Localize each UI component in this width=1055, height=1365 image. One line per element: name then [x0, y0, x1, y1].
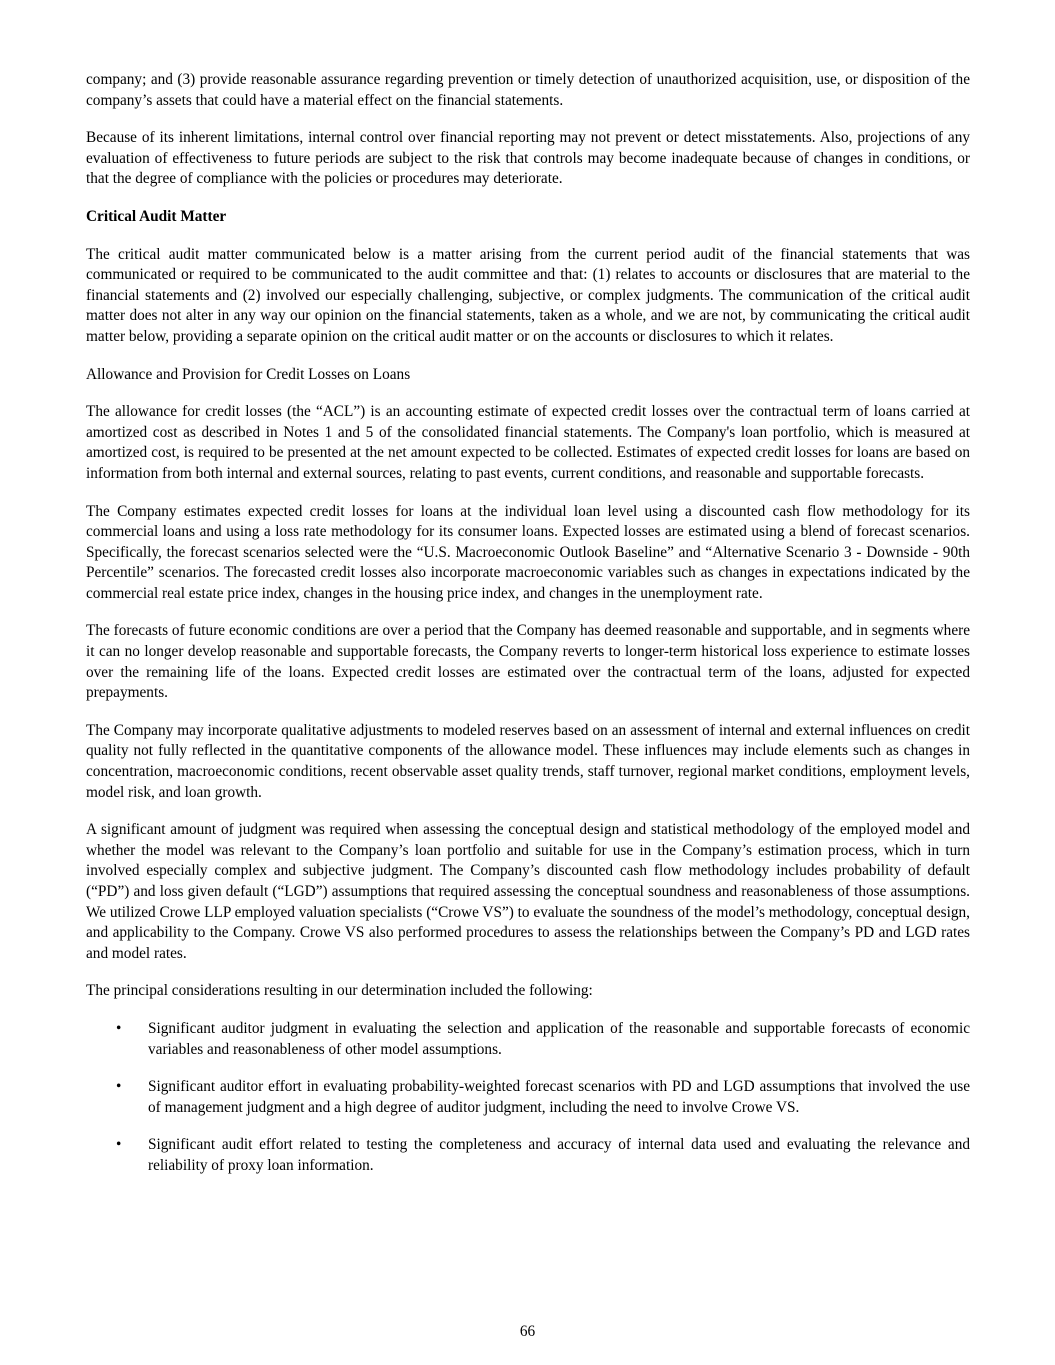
paragraph-significant-judgment: A significant amount of judgment was required when assessing the conceptual design and statistical methodology of the employed model and whether the model was relevant to the Company’s loan portfolio and suitable for use in the Company’s estimation process, which in turn involved especially complex and subjective judgment. The Company’s discounted cash flow methodology includes probability of default (“PD”) and loss given default (“LGD”) assumptions that required assessing the conceptual soundness and reasonableness of those assumptions. We utilized Crowe LLP employed valuation specialists (“Crowe VS”) to evaluate the soundness of the model’s methodology, conceptual design, and applicability to the Company. Crowe VS also performed procedures to assess the relationships between the Company’s PD and LGD rates and model rates.: [86, 821, 970, 962]
list-item: [86, 1135, 970, 1176]
bullet-icon: •: [116, 1136, 122, 1154]
paragraph-qualitative-adjustments: The Company may incorporate qualitative adjustments to modeled reserves based on an assessment of internal and external influences on credit quality not fully reflected in the quantitative components of the allowance model. These influences may include elements such as changes in concentration, macroeconomic conditions, recent observable asset quality trends, staff turnover, regional market conditions, employment levels, model risk, and loan growth.: [86, 721, 970, 801]
list-item-text: Significant auditor judgment in evaluating the selection and application of the reasonable and supportable forecasts of economic variables and reasonableness of other model assumptions.: [148, 1019, 970, 1058]
considerations-list: [86, 1019, 970, 1177]
bullet-icon: •: [116, 1019, 122, 1037]
list-item-text: Significant auditor effort in evaluating probability-weighted forecast scenarios with PD and LGD assumptions that involved the use of management judgment and a high degree of auditor judgment, including the need to involve Crowe VS.: [148, 1078, 970, 1116]
page-number: 66: [519, 1323, 536, 1340]
paragraph-acl-description: The allowance for credit losses (the “ACL”) is an accounting estimate of expected credit losses over the contractual term of loans carried at amortized cost as described in Notes 1 and 5 of the consolidated financial statements. The Company's loan portfolio, which is measured at amortized cost, is required to be presented at the net amount expected to be collected. Estimates of expected credit losses for loans are based on information from both internal and external sources, relating to past events, current conditions, and reasonable and supportable forecasts.: [86, 403, 970, 482]
list-item: [86, 1077, 970, 1118]
subheading-allowance-credit-losses: Allowance and Provision for Credit Losses on Loans: [86, 365, 411, 383]
list-item-text: Significant audit effort related to testing the completeness and accuracy of internal data used and evaluating the relevance and reliability of proxy loan information.: [148, 1136, 970, 1174]
paragraph-cam-intro: The critical audit matter communicated below is a matter arising from the current period audit of the financial statements that was communicated or required to be communicated to the audit committee and that: (1) relates to accounts or disclosures that are material to the financial statements and (2) involved our especially challenging, subjective, or complex judgments. The communication of the critical audit matter does not alter in any way our opinion on the financial statements, taken as a whole, and we are not, by communicating the critical audit matter below, providing a separate opinion on the critical audit matter or on the accounts or disclosures to which it relates.: [86, 245, 970, 345]
document-page: [86, 70, 970, 1194]
paragraph-internal-control-definition: company; and (3) provide reasonable assurance regarding prevention or timely detection of unauthorized acquisition, use, or disposition of the company’s assets that could have a material effect on the financial statements.: [86, 71, 970, 109]
section-heading-critical-audit-matter: Critical Audit Matter: [86, 207, 227, 225]
paragraph-inherent-limitations: Because of its inherent limitations, internal control over financial reporting may not prevent or detect misstatements. Also, projections of any evaluation of effectiveness to future periods are subject to the risk that controls may become inadequate because of changes in conditions, or that the degree of compliance with the policies or procedures may deteriorate.: [86, 129, 970, 188]
bullet-icon: •: [116, 1078, 122, 1096]
paragraph-estimation-methodology: The Company estimates expected credit losses for loans at the individual loan level using a discounted cash flow methodology for its commercial loans and using a loss rate methodology for its consumer loans. Expected losses are estimated using a blend of forecast scenarios. Specifically, the forecast scenarios selected were the “U.S. Macroeconomic Outlook Baseline” and “Alternative Scenario 3 - Downside - 90th Percentile” scenarios. The forecasted credit losses also incorporate macroeconomic variables such as changes in expectations indicated by the commercial real estate price index, changes in the housing price index, and changes in the unemployment rate.: [86, 502, 970, 602]
list-item: [86, 1019, 970, 1060]
paragraph-principal-considerations: The principal considerations resulting in our determination included the following:: [86, 982, 593, 1000]
paragraph-forecast-period: The forecasts of future economic conditions are over a period that the Company has deemed reasonable and supportable, and in segments where it can no longer develop reasonable and supportable forecasts, the Company reverts to longer-term historical loss experience to estimate losses over the remaining life of the loans. Expected credit losses are estimated over the contractual term of the loans, adjusted for expected prepayments.: [86, 622, 970, 702]
